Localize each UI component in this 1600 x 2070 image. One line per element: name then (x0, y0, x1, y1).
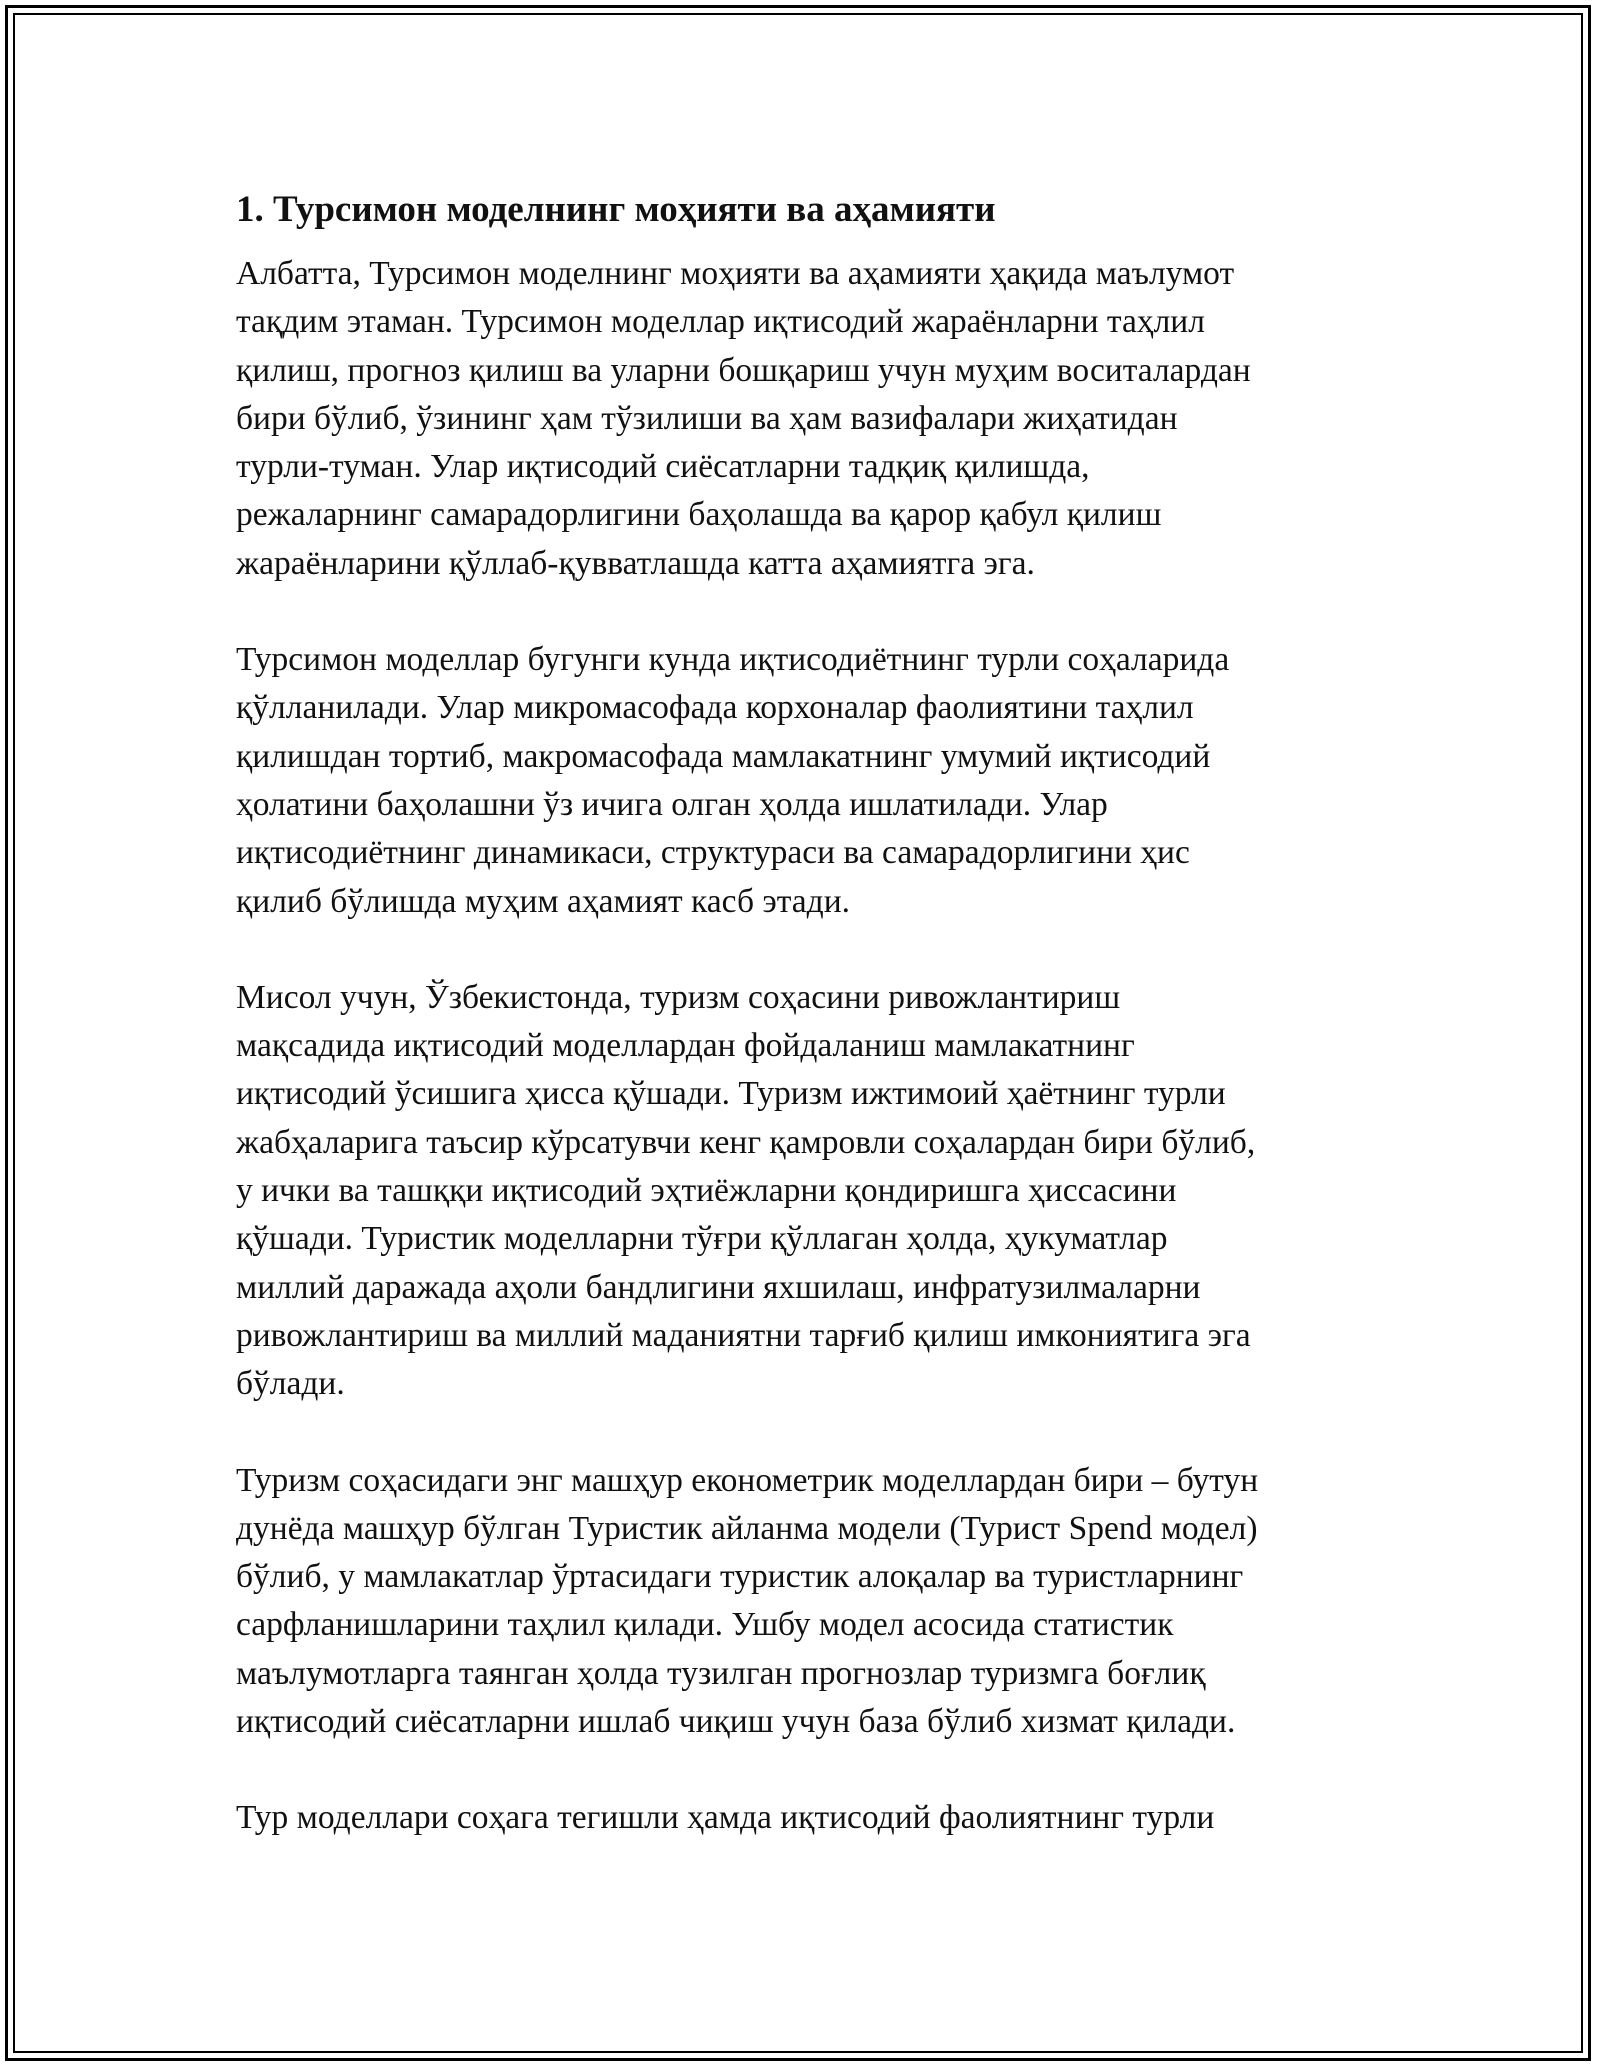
document-body (236, 186, 1366, 1843)
paragraph-5: Тур моделлари соҳага тегишли ҳамда иқтисодий фаолиятнинг турли (236, 1799, 1215, 1837)
section-heading: 1. Турсимон моделнинг моҳияти ва аҳамияти (236, 189, 996, 230)
paragraph-1: Албатта, Турсимон моделнинг моҳияти ва аҳамияти ҳақида маълумот тақдим этаман. Турсимон моделлар иқтисодий жараёнларни таҳлил қилиш, прогноз қилиш ва уларни бошқариш учун муҳим воситалардан бири бўлиб, ўзининг ҳам тўзилиши ва ҳам вазифалари жиҳатидан турли-туман. Улар иқтисодий сиёсатларни тадқиқ қилишда, режаларнинг самарадорлигини баҳолашда ва қарор қабул қилиш жараёнларини қўллаб-қувватлашда катта аҳамиятга эга. (236, 255, 1251, 582)
paragraph-3: Мисол учун, Ўзбекистонда, туризм соҳасини ривожлантириш мақсадида иқтисодий моделлардан фойдаланиш мамлакатнинг иқтисодий ўсишига ҳисса қўшади. Туризм ижтимоий ҳаётнинг турли жабҳаларига таъсир кўрсатувчи кенг қамровли соҳалардан бири бўлиб, у ички ва ташққи иқтисодий эҳтиёжларни қондиришга ҳиссасини қўшади. Туристик моделларни тўғри қўллаган ҳолда, ҳукуматлар миллий даражада аҳоли бандлигини яхшилаш, инфратузилмаларни ривожлантириш ва миллий маданиятни тарғиб қилиш имкониятига эга бўлади. (236, 978, 1256, 1403)
paragraph-2: Турсимон моделлар бугунги кунда иқтисодиётнинг турли соҳаларида қўлланилади. Улар микромасофада корхоналар фаолиятини таҳлил қилишдан тортиб, макромасофада мамлакатнинг умумий иқтисодий ҳолатини баҳолашни ўз ичига олган ҳолда ишлатилади. Улар иқтисодиётнинг динамикаси, структураси ва самарадорлигини ҳис қилиб бўлишда муҳим аҳамият касб этади. (236, 641, 1230, 920)
paragraph-4: Туризм соҳасидаги энг машҳур економетрик моделлардан бири – бутун дунёда машҳур бўлган Туристик айланма модели (Турист Spend модел) бўлиб, у мамлакатлар ўртасидаги туристик алоқалар ва туристларнинг сарфланишларини таҳлил қилади. Ушбу модел асосида статистик маълумотларга таянган ҳолда тузилган прогнозлар туризмга боғлиқ иқтисодий сиёсатларни ишлаб чиқиш учун база бўлиб хизмат қилади. (236, 1461, 1259, 1741)
